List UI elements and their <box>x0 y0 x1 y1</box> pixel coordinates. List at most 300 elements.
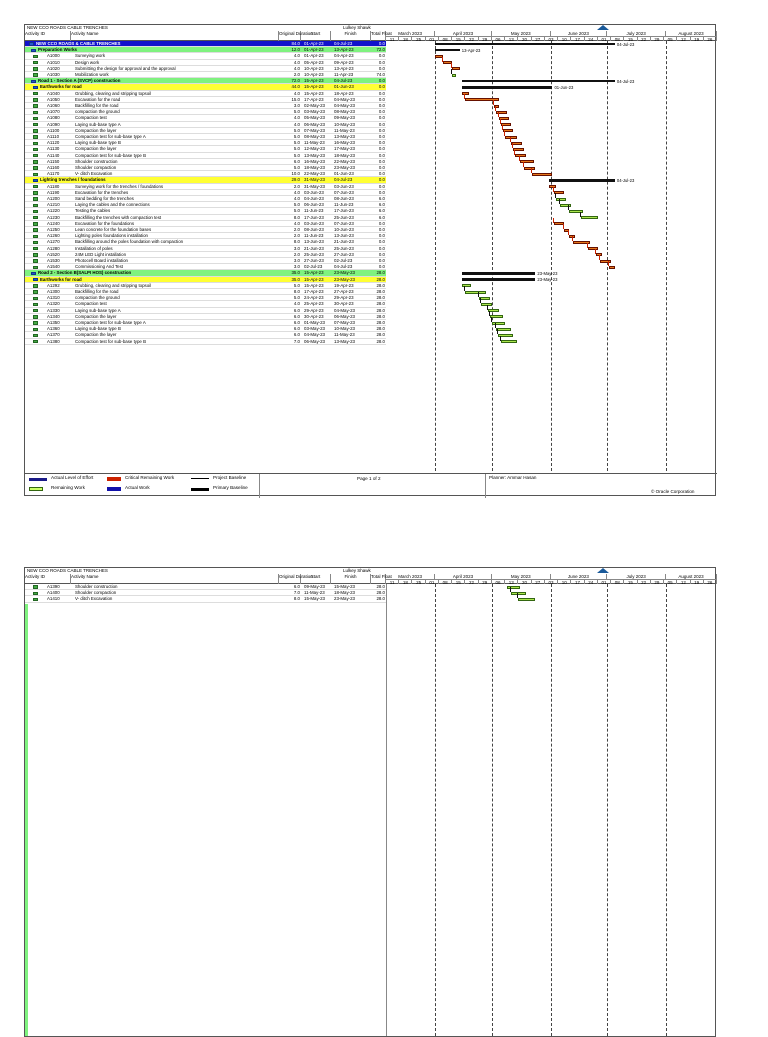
total-float: 0.0 <box>378 140 385 146</box>
task-icon <box>33 290 38 294</box>
dependency-line <box>572 236 573 241</box>
timescale-month: August 2023 <box>666 574 717 579</box>
task-icon <box>33 253 38 257</box>
start-date: 01-Apr-23 <box>304 47 324 53</box>
task-icon <box>33 266 38 270</box>
total-float: 0.0 <box>378 239 385 245</box>
timescale-week: 19 <box>691 579 704 584</box>
total-float: 28.0 <box>376 338 385 344</box>
col-header-start[interactable]: Start <box>301 31 331 41</box>
task-icon <box>33 204 38 208</box>
month-gridline <box>492 584 493 1036</box>
timescale-month: July 2023 <box>607 31 666 36</box>
duration: 4.0 <box>293 301 300 307</box>
total-float: 0.0 <box>378 146 385 152</box>
duration: 6.0 <box>293 584 300 589</box>
project-title-2: NEW CCO ROADS CABLE TRENCHES <box>27 568 108 573</box>
noncritical-bar[interactable] <box>462 284 471 287</box>
task-icon <box>33 235 38 239</box>
activity-id: A1280 <box>47 245 60 251</box>
task-icon <box>33 328 38 332</box>
noncritical-bar[interactable] <box>560 204 571 207</box>
wbs-folder-icon <box>31 272 36 276</box>
timescale-week: 11 <box>386 579 399 584</box>
col-header-start-2[interactable]: Start <box>301 574 331 584</box>
noncritical-bar[interactable] <box>488 309 499 312</box>
duration: 72.0 <box>291 78 300 84</box>
task-icon <box>33 61 38 65</box>
start-date: 31-May-23 <box>304 177 325 183</box>
timescale-week: 25 <box>412 579 425 584</box>
finish-date: 18-May-23 <box>334 590 355 596</box>
page-header-2 <box>25 568 717 584</box>
activity-id: A1000 <box>47 53 60 59</box>
finish-date: 04-May-23 <box>334 307 355 313</box>
task-icon <box>33 160 38 164</box>
total-float: 0.0 <box>378 251 385 257</box>
start-date: 03-Jun-23 <box>304 189 324 195</box>
duration: 12.0 <box>291 47 300 53</box>
activity-id: A1050 <box>47 96 60 102</box>
timescale-week: 29 <box>479 579 492 584</box>
timescale-week: 05 <box>664 579 677 584</box>
timescale-week: 18 <box>399 579 412 584</box>
activity-row[interactable] <box>25 339 386 345</box>
noncritical-bar[interactable] <box>496 328 511 331</box>
dependency-line <box>514 150 515 155</box>
task-icon <box>33 592 38 596</box>
critical-bar[interactable] <box>600 260 611 263</box>
noncritical-bar[interactable] <box>452 74 456 77</box>
duration: 35.0 <box>291 270 300 276</box>
task-icon <box>33 117 38 121</box>
timescale-week: 18 <box>399 36 412 41</box>
task-icon <box>33 154 38 158</box>
activity-name: Grubbing, clearing and stripping topsoil <box>75 282 152 288</box>
total-float: 6.0 <box>378 208 385 214</box>
task-icon <box>33 166 38 170</box>
timescale-week: 20 <box>518 579 531 584</box>
timescale-week: 19 <box>691 36 704 41</box>
month-gridline <box>607 41 608 471</box>
finish-date: 04-May-23 <box>334 103 355 108</box>
total-float: 0.0 <box>378 171 385 177</box>
finish-date: 23-May-23 <box>334 270 355 276</box>
start-date: 15-May-23 <box>304 596 325 602</box>
timescale <box>386 31 717 41</box>
activity-name: Sand bedding for the trenches <box>75 196 134 201</box>
finish-date: 10-May-23 <box>334 121 355 127</box>
task-icon <box>33 284 38 288</box>
summary-bar[interactable] <box>462 86 553 88</box>
summary-bar[interactable] <box>435 49 460 51</box>
finish-date: 06-May-23 <box>334 313 355 319</box>
gantt-chart-2 <box>386 584 717 1036</box>
start-date: 21-Jun-23 <box>304 245 324 251</box>
dependency-line <box>568 205 569 210</box>
total-float: 0.0 <box>378 109 385 115</box>
start-date: 25-Jun-23 <box>304 251 324 257</box>
month-gridline <box>435 41 436 471</box>
activity-name: Laying sub-base type B <box>75 140 121 146</box>
summary-finish-label: 04-Jul-23 <box>616 78 635 84</box>
task-icon <box>33 210 38 214</box>
start-date: 13-Jun-23 <box>304 239 324 245</box>
activity-id: A1292 <box>47 282 60 288</box>
activity-id: A1350 <box>47 320 60 325</box>
legend-critical-swatch <box>107 477 121 481</box>
duration: 5.0 <box>293 146 300 152</box>
finish-date: 03-Jun-23 <box>334 183 354 189</box>
critical-bar[interactable] <box>462 92 470 95</box>
activity-name: Shoulder compaction <box>75 165 117 170</box>
critical-bar[interactable] <box>496 111 507 114</box>
total-float: 0.0 <box>378 59 385 65</box>
timescale-week: 10 <box>558 579 571 584</box>
total-float: 0.0 <box>378 127 385 133</box>
start-date: 13-May-23 <box>304 152 325 158</box>
dependency-line <box>559 199 560 204</box>
total-float: 0.0 <box>378 84 385 90</box>
dependency-line <box>442 57 443 62</box>
dependency-line <box>500 336 501 341</box>
dependency-line <box>502 125 503 130</box>
total-float: 0.0 <box>378 245 385 251</box>
wbs-folder-icon <box>33 278 38 282</box>
timescale-week: 15 <box>452 36 465 41</box>
duration: 3.0 <box>293 258 300 263</box>
planner: Planner: Ammar Hasan <box>489 475 537 480</box>
col-header-id-2[interactable]: Activity ID <box>25 574 71 584</box>
timescale-2 <box>386 574 717 584</box>
finish-date: 29-Apr-23 <box>334 295 354 301</box>
task-icon <box>33 148 38 152</box>
activity-name: Lighting poles foundations installation <box>75 233 148 239</box>
task-icon <box>33 241 38 245</box>
activity-row[interactable] <box>25 596 386 602</box>
task-icon <box>33 216 38 220</box>
activity-name: Excavation for the road <box>75 96 121 102</box>
total-float: 0.0 <box>378 65 385 71</box>
duration: 6.0 <box>293 307 300 313</box>
duration: 6.0 <box>293 313 300 319</box>
dependency-line <box>464 94 465 99</box>
noncritical-bar[interactable] <box>511 592 526 595</box>
noncritical-bar[interactable] <box>501 340 516 343</box>
finish-date: 23-May-23 <box>334 596 355 602</box>
total-float: 0.0 <box>378 41 385 46</box>
start-date: 29-Apr-23 <box>304 307 324 313</box>
finish-date: 13-Apr-23 <box>334 47 354 53</box>
duration: 2.0 <box>293 183 300 189</box>
timescale-week: 27 <box>532 579 545 584</box>
month-gridline <box>666 41 667 471</box>
duration: 10.0 <box>291 171 300 177</box>
activity-id: A1300 <box>47 289 60 294</box>
timescale-month: July 2023 <box>607 574 666 579</box>
start-date: 05-Apr-23 <box>304 59 324 65</box>
start-date: 03-Jun-23 <box>304 220 324 226</box>
wbs-folder-icon <box>29 42 34 46</box>
wbs-folder-icon <box>31 49 36 53</box>
start-date: 12-May-23 <box>304 146 325 152</box>
duration: 4.0 <box>293 189 300 195</box>
timescale-month: May 2023 <box>492 31 551 36</box>
wbs-folder-icon <box>33 179 38 183</box>
timescale-month: August 2023 <box>666 31 717 36</box>
activity-name: Compaction the layer <box>75 146 117 152</box>
total-float: 28.0 <box>376 282 385 288</box>
duration: 7.0 <box>293 590 300 596</box>
finish-date: 13-Apr-23 <box>334 65 354 71</box>
col-header-float-2[interactable]: Total Float <box>371 574 386 584</box>
critical-bar[interactable] <box>505 136 516 139</box>
total-float: 0.0 <box>378 121 385 127</box>
finish-date: 08-Jun-23 <box>334 196 354 201</box>
task-icon <box>33 321 38 325</box>
dependency-line <box>500 119 501 124</box>
timescale-week: 22 <box>465 36 478 41</box>
critical-bar[interactable] <box>532 173 553 176</box>
activity-id: A1320 <box>47 301 60 307</box>
dependency-line <box>599 255 600 260</box>
task-icon <box>33 598 38 602</box>
dependency-line <box>531 168 532 173</box>
finish-date: 19-Apr-23 <box>334 282 354 288</box>
finish-date: 23-May-23 <box>334 276 355 282</box>
duration: 84.0 <box>291 41 300 46</box>
col-header-duration[interactable]: Original Duration <box>279 31 301 41</box>
summary-bar[interactable] <box>462 80 615 82</box>
timescale-month: April 2023 <box>435 574 492 579</box>
total-float: 28.0 <box>376 596 385 602</box>
timescale-week: 25 <box>412 36 425 41</box>
activity-id: A1060 <box>47 103 60 108</box>
activity-id: A1260 <box>47 233 60 239</box>
dependency-line <box>517 593 518 598</box>
task-icon <box>33 340 38 344</box>
oracle-logo-icon <box>597 25 609 30</box>
noncritical-bar[interactable] <box>479 297 490 300</box>
duration: 8.0 <box>293 214 300 220</box>
timescale-week: 08 <box>439 579 452 584</box>
duration: 2.0 <box>293 72 300 77</box>
summary-finish-label: 01-Jun-23 <box>554 84 574 90</box>
noncritical-bar[interactable] <box>518 598 535 601</box>
summary-finish-label: 23-May-23 <box>537 270 558 276</box>
wbs-folder-icon <box>31 80 36 84</box>
critical-bar[interactable] <box>513 148 524 151</box>
timescale-month: April 2023 <box>435 31 492 36</box>
start-date: 03-May-23 <box>304 326 325 332</box>
activity-id: A1340 <box>47 313 60 319</box>
duration: 29.0 <box>291 177 300 183</box>
total-float: 28.0 <box>376 590 385 596</box>
start-date: 31-May-23 <box>304 183 325 189</box>
total-float: 6.0 <box>378 214 385 220</box>
start-date: 16-May-23 <box>304 158 325 164</box>
start-date: 01-Apr-23 <box>304 53 324 59</box>
timescale-week: 22 <box>638 579 651 584</box>
task-icon <box>33 67 38 71</box>
col-header-id[interactable]: Activity ID <box>25 31 71 41</box>
dependency-line <box>519 156 520 161</box>
summary-finish-label: 23-May-23 <box>537 277 558 283</box>
activity-id: A1250 <box>47 227 60 232</box>
schedule-page-1 <box>24 24 716 496</box>
col-header-name-2[interactable]: Activity Name <box>71 574 279 584</box>
activity-name: Laying sub-base type B <box>75 326 121 332</box>
noncritical-bar[interactable] <box>569 210 582 213</box>
legend-primary-baseline: Primary Baseline <box>213 485 248 490</box>
finish-date: 08-May-23 <box>334 109 355 115</box>
critical-bar[interactable] <box>588 247 597 250</box>
noncritical-bar[interactable] <box>465 291 486 294</box>
start-date: 15-Apr-23 <box>304 78 324 84</box>
duration: 3.0 <box>293 245 300 251</box>
activity-name: Surveying work for the trenches / foundations <box>75 183 164 189</box>
activity-name: Laying sub-base type A <box>75 307 121 313</box>
page-header <box>25 25 717 41</box>
task-icon <box>33 297 38 301</box>
col-header-duration-2[interactable]: Original Duration <box>279 574 301 584</box>
duration: 7.0 <box>293 338 300 344</box>
activity-name: compaction the ground <box>75 295 120 301</box>
activity-name: Testing the cables <box>75 208 111 214</box>
start-date: 04-May-23 <box>304 332 325 338</box>
activity-id: A1090 <box>47 121 60 127</box>
duration: 5.0 <box>293 140 300 146</box>
duration: 5.0 <box>293 127 300 133</box>
finish-date: 11-May-23 <box>334 127 355 133</box>
activity-name: V- ditch Excavation <box>75 596 113 602</box>
dependency-line <box>478 292 479 297</box>
task-icon <box>33 334 38 338</box>
finish-date: 04-May-23 <box>334 96 355 102</box>
activity-id: A1110 <box>47 134 60 139</box>
critical-bar[interactable] <box>465 98 499 101</box>
activity-name: Shoulder construction <box>75 158 118 164</box>
dependency-line <box>493 100 494 105</box>
duration: 5.0 <box>293 295 300 301</box>
critical-bar[interactable] <box>515 154 526 157</box>
col-header-finish-2[interactable]: Finish <box>331 574 371 584</box>
start-date: 15-Apr-23 <box>304 282 324 288</box>
timescale-week: 03 <box>545 579 558 584</box>
finish-date: 18-Apr-23 <box>334 90 354 96</box>
timescale-week: 24 <box>585 36 598 41</box>
activity-name: Commissioning And Test <box>75 264 123 270</box>
timescale-week: 20 <box>518 36 531 41</box>
dependency-line <box>555 193 556 198</box>
activity-id: A1160 <box>47 165 60 170</box>
summary-bar[interactable] <box>549 179 615 181</box>
finish-date: 27-Apr-23 <box>334 289 354 294</box>
total-float: 0.0 <box>378 189 385 195</box>
start-date: 11-May-23 <box>304 140 325 146</box>
timescale-week: 08 <box>439 36 452 41</box>
timescale-week: 11 <box>386 36 399 41</box>
activity-id: A1040 <box>47 90 60 96</box>
activity-name: Mobilization work <box>75 72 109 77</box>
col-header-float[interactable]: Total Float <box>371 31 386 41</box>
col-header-finish[interactable]: Finish <box>331 31 371 41</box>
summary-bar[interactable] <box>435 43 615 45</box>
duration: 5.0 <box>293 208 300 214</box>
dependency-line <box>568 230 569 235</box>
total-float: 6.0 <box>378 202 385 208</box>
dependency-line <box>491 317 492 322</box>
total-float: 0.0 <box>378 264 385 270</box>
finish-date: 04-Jul-23 <box>334 264 353 270</box>
start-date: 27-Jun-23 <box>304 258 324 263</box>
finish-date: 27-Jun-23 <box>334 251 354 257</box>
dependency-line <box>489 311 490 316</box>
legend-remaining-swatch <box>29 487 43 491</box>
noncritical-bar[interactable] <box>490 315 503 318</box>
noncritical-bar[interactable] <box>556 198 565 201</box>
schedule-page-2 <box>24 567 716 1037</box>
timescale-month: March 2023 <box>386 574 435 579</box>
total-float: 28.0 <box>376 289 385 294</box>
timescale-week: 03 <box>545 36 558 41</box>
activity-id: A1170 <box>47 171 60 177</box>
finish-date: 30-Apr-23 <box>334 301 354 307</box>
total-float: 74.0 <box>376 72 385 77</box>
timescale-week: 15 <box>624 36 637 41</box>
dependency-line <box>504 131 505 136</box>
legend-actual-work-swatch <box>107 487 121 491</box>
finish-date: 15-May-23 <box>334 584 355 589</box>
dependency-line <box>495 106 496 111</box>
task-icon <box>33 197 38 201</box>
timescale-month: May 2023 <box>492 574 551 579</box>
start-date: 11-Jun-23 <box>304 233 324 239</box>
activity-name: Surveying work <box>75 53 106 59</box>
task-icon <box>33 123 38 127</box>
total-float: 28.0 <box>376 307 385 313</box>
activity-name: Laying sub-base type A <box>75 121 121 127</box>
finish-date: 10-Jun-23 <box>334 227 354 232</box>
activity-id: A1150 <box>47 158 60 164</box>
total-float: 0.0 <box>378 165 385 170</box>
dependency-line <box>497 329 498 334</box>
total-float: 28.0 <box>376 332 385 338</box>
start-date: 05-May-23 <box>304 115 325 121</box>
start-date: 10-Apr-23 <box>304 65 324 71</box>
dependency-line <box>451 63 452 68</box>
col-header-name[interactable]: Activity Name <box>71 31 279 41</box>
finish-date: 02-Jul-23 <box>334 258 353 263</box>
finish-date: 11-Jun-23 <box>334 202 354 208</box>
start-date: 15-Apr-23 <box>304 276 324 282</box>
critical-bar[interactable] <box>609 266 615 269</box>
critical-bar[interactable] <box>511 142 522 145</box>
task-icon <box>33 73 38 77</box>
activity-name: Grubbing, clearing and stripping topsoil <box>75 90 152 96</box>
critical-bar[interactable] <box>452 67 460 70</box>
noncritical-bar[interactable] <box>581 216 598 219</box>
summary-bar[interactable] <box>462 278 536 280</box>
legend-remaining: Remaining Work <box>51 485 85 490</box>
start-date: 04-Jun-23 <box>304 196 324 201</box>
legend-critical: Critical Remaining Work <box>125 475 175 480</box>
summary-bar[interactable] <box>462 272 536 274</box>
activity-id: A1010 <box>47 59 60 65</box>
activity-id: A1180 <box>47 183 60 189</box>
legend-actual-work: Actual Work <box>125 485 150 490</box>
start-date: 11-May-23 <box>304 590 325 596</box>
